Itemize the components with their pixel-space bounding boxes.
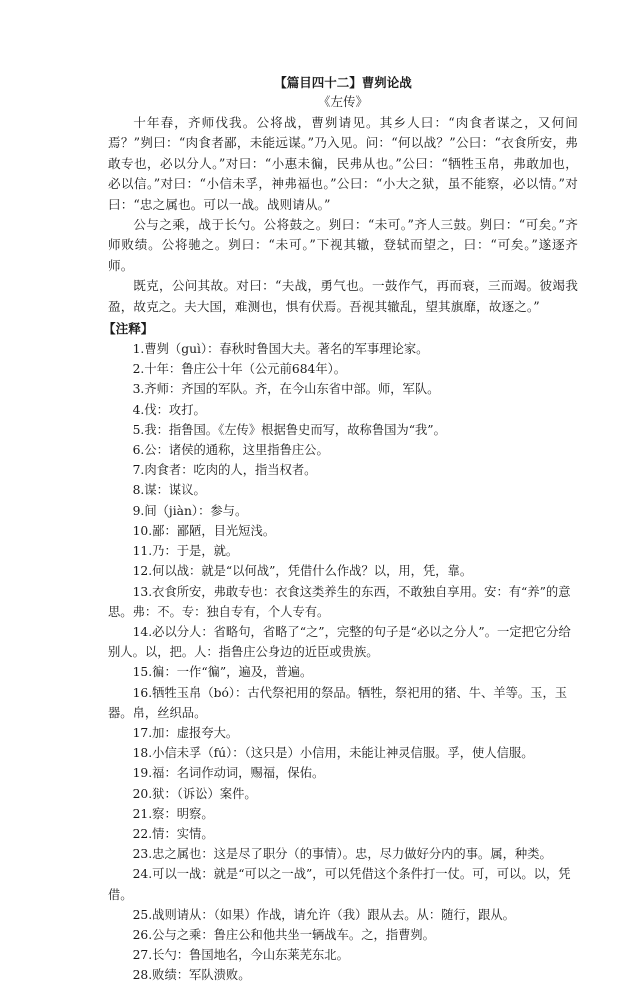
note-item: 17.加：虚报夸大。 (132, 725, 239, 740)
note-item: 8.谋：谋议。 (132, 483, 206, 498)
text-paragraph: 既克，公问其故。对曰：“夫战，勇气也。一鼓作气，再而衰，三而竭。彼竭我盈，故克之。夫大国，难测也，惧有伏焉。吾视其辙乱，望其旗靡，故逐之。” (108, 278, 578, 314)
note-item: 10.鄙：鄙陋，目光短浅。 (132, 523, 276, 538)
note-item: 2.十年：鲁庄公十年（公元前684年）。 (132, 362, 347, 377)
note-item: 28.败绩：军队溃败。 (132, 968, 251, 983)
note-item: 21.察：明察。 (132, 806, 214, 821)
note-item: 6.公：诸侯的通称，这里指鲁庄公。 (132, 443, 329, 458)
note-item: 12.何以战：就是“以何战”，凭借什么作战？以，用，凭，靠。 (132, 564, 473, 579)
text-paragraph: 公与之乘，战于长勺。公将鼓之。刿曰：“未可。”齐人三鼓。刿曰：“可矣。”齐师败绩。公将驰之。刿曰：“未可。”下视其辙，登轼而望之，曰：“可矣。”遂逐齐师。 (108, 217, 578, 273)
note-item: 23.忠之属也：这是尽了职分（的事情）。忠，尽力做好分内的事。属，种类。 (132, 847, 552, 862)
note-item: 9.间（jiàn）：参与。 (132, 503, 248, 518)
note-item: 26.公与之乘：鲁庄公和他共坐一辆战车。之，指曹刿。 (132, 927, 435, 942)
document-title: 【篇目四十二】曹刿论战 (274, 75, 412, 90)
notes-list (108, 339, 578, 986)
note-item: 19.福：名词作动词，赐福，保佑。 (132, 766, 325, 781)
note-item: 22.情：实情。 (132, 826, 214, 841)
note-item: 4.伐：攻打。 (132, 402, 206, 417)
document-source: 《左传》 (317, 94, 368, 109)
note-item: 15.徧：一作“徧”，遍及，普遍。 (132, 665, 313, 680)
note-item: 7.肉食者：吃肉的人，指当权者。 (132, 463, 317, 478)
note-item: 14.必以分人：省略句，省略了“之”，完整的句子是“必以之分人”。一定把它分给别人。以，把。人：指鲁庄公身边的近臣或贵族。 (108, 624, 571, 660)
note-item: 11.乃：于是，就。 (132, 544, 239, 559)
note-item: 5.我：指鲁国。《左传》根据鲁史而写，故称鲁国为“我”。 (132, 422, 446, 437)
note-item: 16.牺牲玉帛（bó）：古代祭祀用的祭品。牺牲，祭祀用的猪、牛、羊等。玉，玉器。帛，丝织品。 (108, 685, 568, 720)
note-item: 24.可以一战：就是“可以之一战”，可以凭借这个条件打一仗。可，可以。以，凭借。 (108, 867, 571, 902)
note-item: 18.小信未孚（fú）：（这只是）小信用，未能让神灵信服。孚，使人信服。 (132, 746, 534, 761)
note-item: 27.长勺：鲁国地名，今山东莱芜东北。 (132, 948, 349, 963)
text-paragraph: 十年春，齐师伐我。公将战，曹刿请见。其乡人曰：“肉食者谋之，又何间焉？”刿曰：“肉食者鄙，未能远谋。”乃入见。问：“何以战？”公曰：“衣食所安，弗敢专也，必以分人。”对曰：“小惠未徧，民弗从也。”公曰：“牺牲玉帛，弗敢加也，必以信。”对曰：“小信未孚，神弗福也。”公曰：“小大之狱，虽不能察，必以情。”对曰：“忠之属也。可以一战。战则请从。” (108, 115, 578, 212)
note-item: 25.战则请从：（如果）作战，请允许（我）跟从去。从：随行，跟从。 (132, 907, 515, 922)
note-item: 1.曹刿（guì）：春秋时鲁国大夫。著名的军事理论家。 (132, 342, 429, 357)
note-item: 20.狱：（诉讼）案件。 (132, 786, 257, 801)
note-item: 3.齐师：齐国的军队。齐，在今山东省中部。师，军队。 (132, 382, 440, 397)
notes-heading: 【注释】 (103, 321, 154, 337)
note-item: 13.衣食所安，弗敢专也：衣食这类养生的东西，不敢独自享用。安：有“养”的意思。弗：不。专：独自专有，个人专有。 (108, 584, 571, 619)
